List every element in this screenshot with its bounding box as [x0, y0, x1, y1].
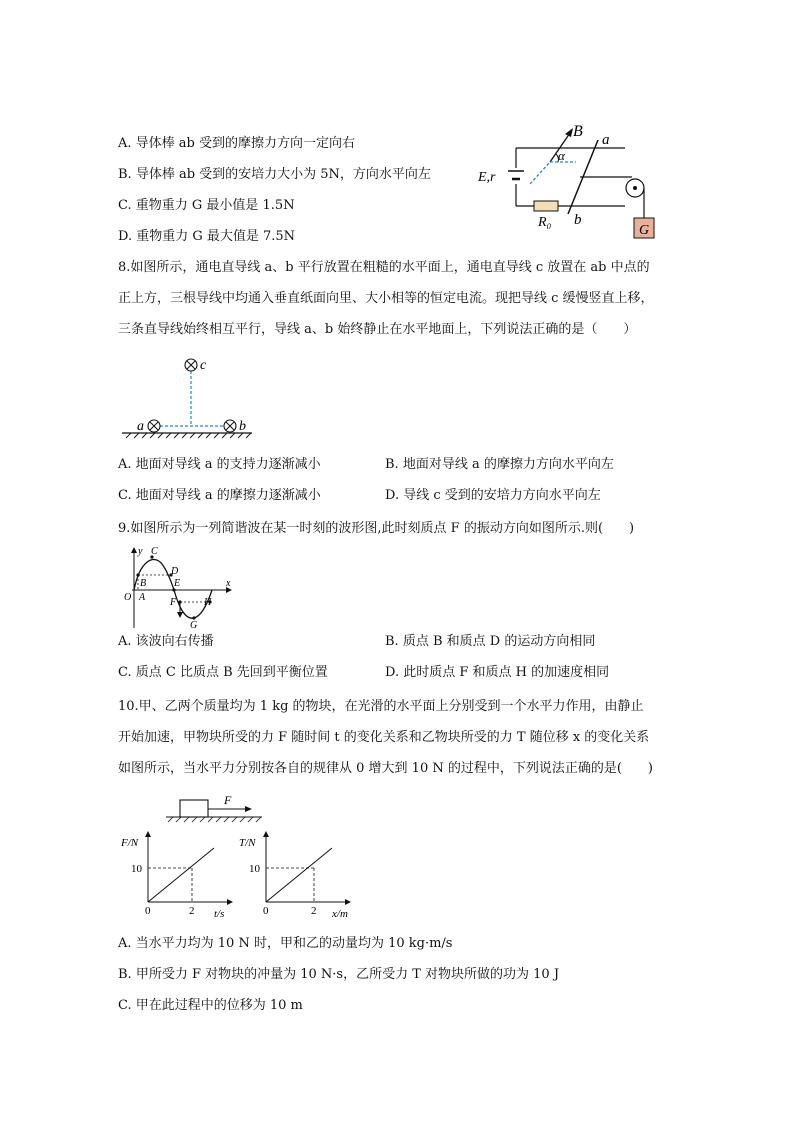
q10-g2-x0: 0	[263, 905, 269, 917]
q9-label-b: B	[140, 578, 147, 589]
q8-option-b: B. 地面对导线 a 的摩擦力方向水平向左	[385, 457, 614, 472]
q9-option-d: D. 此时质点 F 和质点 H 的加速度相同	[385, 665, 610, 680]
q10-g1-x0: 0	[145, 905, 151, 917]
q7-label-alpha: α	[558, 148, 565, 163]
q10-g2-ylabel: T/N	[239, 837, 256, 849]
q7-label-er: E,r	[478, 170, 496, 185]
q10-option-b: B. 甲所受力 F 对物块的冲量为 10 N·s，乙所受力 T 对物块所做的功为 10 J	[118, 967, 560, 982]
q10-label-f: F	[224, 793, 232, 807]
q7-option-d: D. 重物重力 G 最大值是 7.5N	[118, 229, 296, 244]
q10-option-a: A. 当水平力均为 10 N 时，甲和乙的动量均为 10 kg·m/s	[118, 936, 453, 951]
q7-label-g: G	[639, 223, 650, 238]
q9-label-e: E	[174, 578, 181, 589]
q8-label-a: a	[137, 419, 144, 434]
q9-option-b: B. 质点 B 和质点 D 的运动方向相同	[385, 634, 596, 649]
q7-label-b: b	[574, 212, 582, 228]
q8-label-b: b	[239, 419, 246, 434]
q8-option-a: A. 地面对导线 a 的支持力逐渐减小	[118, 457, 321, 472]
q10-g1-x2: 2	[189, 905, 195, 917]
q9-label-a: A	[139, 592, 146, 603]
q9-label-c: C	[151, 546, 158, 557]
q8-option-d: D. 导线 c 受到的安培力方向水平向左	[385, 488, 601, 503]
q9-label-g: G	[190, 620, 198, 630]
q8-label-c: c	[200, 358, 207, 373]
q9-stem: 9.如图所示为一列简谐波在某一时刻的波形图,此时刻质点 F 的振动方向如图所示.则( )	[118, 521, 635, 536]
q10-stem-line3: 如图所示，当水平力分别按各自的规律从 0 增大到 10 N 的过程中，下列说法正确的是( )	[118, 761, 653, 776]
q10-g1-ylabel: F/N	[121, 837, 139, 849]
q10-g2-x2: 2	[311, 905, 317, 917]
q7-label-a: a	[602, 132, 610, 148]
q7-label-b-field: B	[573, 123, 583, 140]
q7-label-r0: R₀	[538, 215, 552, 230]
q10-g1-xlabel: t/s	[214, 908, 225, 920]
q9-label-x: x	[226, 578, 231, 589]
q9-option-c: C. 质点 C 比质点 B 先回到平衡位置	[118, 665, 328, 680]
q10-block-figure	[160, 790, 270, 826]
q7-option-b: B. 导体棒 ab 受到的安培力大小为 5N，方向水平向左	[118, 167, 431, 182]
q8-stem-line2: 正上方，三根导线中均通入垂直纸面向里、大小相等的恒定电流。现把导线 c 缓慢竖直上移，	[118, 291, 654, 306]
q8-stem-line1: 8.如图所示，通电直导线 a、b 平行放置在粗糙的水平面上，通电直导线 c 放置在 ab 中点的	[118, 260, 650, 275]
q10-stem-line1: 10.甲、乙两个质量均为 1 kg 的物块，在光滑的水平面上分别受到一个水平力作用，由静止	[118, 699, 644, 714]
q10-graph-t-x	[236, 828, 360, 920]
q8-stem-line3: 三条直导线始终相互平行，导线 a、b 始终静止在水平地面上，下列说法正确的是（ ）	[118, 322, 637, 337]
q10-stem-line2: 开始加速，甲物块所受的力 F 随时间 t 的变化关系和乙物块所受的力 T 随位移 x 的变化关系	[118, 730, 650, 745]
q9-wave-figure	[118, 544, 238, 630]
q9-label-o: O	[124, 592, 132, 603]
q8-wire-figure	[118, 350, 258, 442]
q9-label-y: y	[138, 546, 143, 557]
q7-circuit-figure	[470, 118, 670, 248]
q9-label-d: D	[171, 566, 179, 577]
q10-g2-y10: 10	[249, 863, 260, 875]
q9-label-f: F	[170, 597, 177, 608]
q10-g1-y10: 10	[131, 863, 142, 875]
q7-option-a: A. 导体棒 ab 受到的摩擦力方向一定向右	[118, 136, 355, 151]
q10-graph-f-t	[118, 828, 238, 920]
q10-g2-xlabel: x/m	[332, 908, 348, 920]
q8-option-c: C. 地面对导线 a 的摩擦力逐渐减小	[118, 488, 321, 503]
q9-option-a: A. 该波向右传播	[118, 634, 214, 649]
q7-option-c: C. 重物重力 G 最小值是 1.5N	[118, 198, 295, 213]
q9-label-h: H	[204, 597, 212, 608]
q10-option-c: C. 甲在此过程中的位移为 10 m	[118, 998, 303, 1013]
